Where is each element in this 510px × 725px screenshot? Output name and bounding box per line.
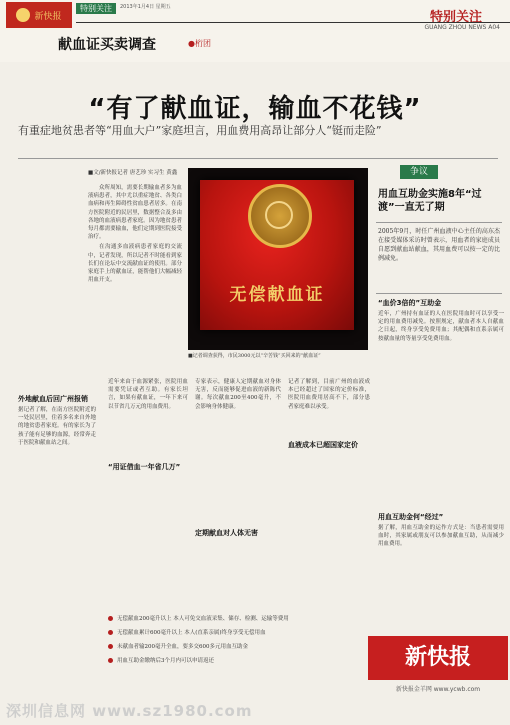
divider bbox=[18, 158, 498, 159]
newspaper-logo bbox=[6, 2, 72, 28]
debate-tag: 争议 bbox=[400, 165, 438, 179]
column-text: 据记者了解，在南方医院附近的一处民居里，住着多名来自外地的地贫患者家庭。有的家长为了孩子能有足够的血源，经常奔走于医院和献血站之间。 bbox=[18, 407, 96, 446]
left-column bbox=[88, 184, 182, 364]
info-item: 无偿献血累计600毫升以上 本人(直系亲属)终身享受无偿用血 bbox=[108, 626, 366, 640]
column-tag: 特别关注 bbox=[76, 3, 116, 14]
column-heading: 定期献血对人体无害 bbox=[195, 529, 258, 537]
info-item: 未献血者输200毫升全血，要多交600多元用血互助金 bbox=[108, 640, 366, 654]
right-paragraph: 近年，广州持有血证的人在医院用血时可以享受一定的用血费用减免。按照规定，献血者本人自献血之日起，终身享受免费用血；其配偶和直系亲属可按献血量的等量享受免费用血。 bbox=[378, 311, 504, 342]
certificate-book bbox=[200, 180, 354, 330]
photo-caption: ■记者调查获得，市民3000元以“辛苦钱”买回来的“献血证” bbox=[188, 353, 321, 359]
bullet-icon bbox=[108, 630, 113, 635]
site-watermark: 深圳信息网 www.sz1980.com bbox=[6, 702, 253, 720]
logo-seal-icon bbox=[16, 8, 30, 22]
certificate-title: 无偿献血证 bbox=[229, 285, 325, 305]
right-subheading: 用血互助金何“经过” bbox=[378, 513, 444, 521]
date-line: 2013年1月4日 星期五 bbox=[120, 4, 171, 10]
section-title: 特别关注 bbox=[429, 10, 482, 25]
right-subheading: “血价3倍的”互助金 bbox=[378, 299, 442, 307]
blood-donation-certificate-photo bbox=[188, 168, 368, 350]
series-title: 献血证买卖调查 bbox=[58, 37, 156, 53]
right-paragraph: 据了解，用血互助金的运作方式是：当患者需要用血时，其家属或朋友可以参加献血互助，从而减少用血费用。 bbox=[378, 525, 504, 548]
column-heading: 血液成本已超国家定价 bbox=[288, 441, 358, 449]
info-item: 用血互助金缴纳后3个月内可以申请返还 bbox=[108, 654, 366, 668]
brand-subtitle: 新快报金羊网 www.ycwb.com bbox=[395, 686, 481, 693]
quote-box bbox=[376, 222, 502, 294]
brand-logo: 新快报 bbox=[368, 636, 508, 680]
bullet-icon bbox=[108, 658, 113, 663]
left-paragraph: 众所周知，需要长期输血者多为血液病患者，其中尤以重症地贫、各类白血病和再生障碍性贫血患者居多。在南方医院附近的民居里，数据整合及多由各地的血液病患者家庭。因为地贫患者每月都需要输血，他们定期到医院接受治疗。 bbox=[88, 185, 182, 241]
deck: 有重症地贫患者等“用血大户”家庭坦言，用血费用高昂让部分人“铤而走险” bbox=[18, 124, 382, 137]
byline: ■文/新快报记者 唐艺珍 实习生 黄鑫 bbox=[88, 170, 178, 176]
bullet-icon bbox=[108, 644, 113, 649]
column-heading: 外地献血后回广州报销 bbox=[18, 395, 88, 403]
column-text: 专家表示，健康人定期献血对身体无害，反而能够促进血液的新陈代谢。每次献血200至400毫升，不会影响身体健康。 bbox=[195, 379, 281, 410]
left-paragraph: 在沟通多血液病患者家庭的交流中，记者发现，所以记者不时能看到家长们在论坛中交流献血证的使用。部分家庭手上的献血证，能帮他们大幅减轻用血开支。 bbox=[88, 244, 182, 284]
gold-emblem-icon bbox=[248, 184, 312, 248]
right-headline: 用血互助金实施8年“过渡”一直无了期 bbox=[378, 189, 482, 213]
column-text: 近年来由于血源紧张，医院用血需要凭证或者互助。有家长坦言，如果有献血证，一年下来可以节省几万元的用血费用。 bbox=[108, 379, 188, 410]
bullet-icon bbox=[108, 616, 113, 621]
column-heading: “用证借血一年省几万” bbox=[108, 463, 181, 471]
info-box bbox=[108, 612, 366, 698]
headline: “有了献血证，输血不花钱” bbox=[88, 94, 422, 124]
column-text: 记者了解到，目前广州的血液成本已经超过了国家的定价标准，医院用血费用居高不下，部分患者家庭难以承受。 bbox=[288, 379, 370, 410]
quote-text: 2005年9月，时任广州血液中心主任的高东杰在接受媒体采访时曾表示，用血者的家庭成员自愿到献血站献血，其用血费可以按一定的比例减免。 bbox=[378, 228, 500, 262]
series-author: ●桁团 bbox=[188, 39, 211, 48]
edition-label: GUANG ZHOU NEWS A04 bbox=[424, 24, 500, 31]
logo-text: 新快报 bbox=[34, 11, 62, 22]
info-item: 无偿献血200毫升以上 本人可免交血液采集、储存、检测、运输等费用 bbox=[108, 612, 366, 626]
